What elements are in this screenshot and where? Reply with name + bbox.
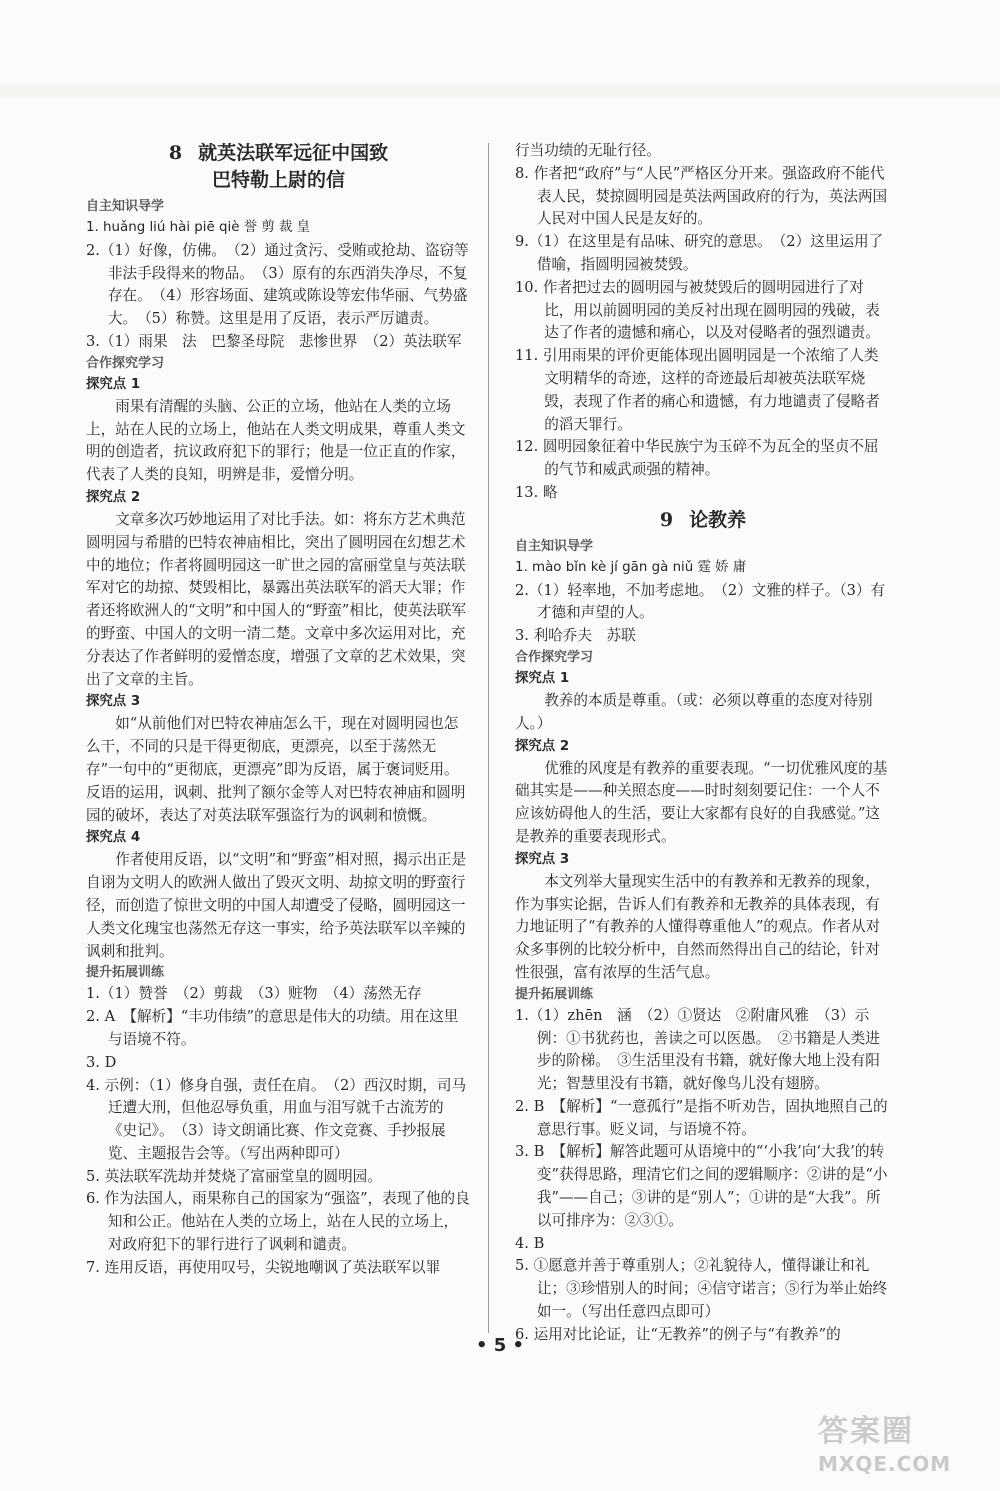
inquiry-point-heading: 探究点 4: [86, 830, 141, 846]
answer-item: 10. 作者把过去的圆明园与被焚毁后的圆明园进行了对比，用以前圆明园的美反衬出现在圆明园的残破，表达了作者的遗憾和痛心，以及对侵略者的强烈谴责。: [515, 278, 880, 342]
inquiry-paragraph: 优雅的风度是有教养的重要表现。“一切优雅风度的基础其实是——种关照态度——时时刻刻要记住：一个人不应该妨碍他人的生活，要让大家都有良好的自我感觉。”这是教养的重要表现形式。: [515, 759, 888, 845]
lesson-9-number: 9: [659, 508, 674, 531]
lesson-8-title-line1: 就英法联军远征中国致: [198, 142, 389, 164]
section-heading: 自主知识导学: [86, 199, 165, 214]
inquiry-point-heading: 探究点 2: [515, 738, 570, 754]
inquiry-paragraph: 如“从前他们对巴特农神庙怎么干，现在对圆明园也怎么干，不同的只是干得更彻底，更漂亮，以至于荡然无存”一句中的“更彻底，更漂亮”即为反语，属于褒词贬用。反语的运用，讽刺、批判了额尔金等人对巴特农神庙和圆明园的破坏，表达了对英法联军强盗行为的讽刺和愤慨。: [86, 715, 466, 824]
section-heading: 提升拓展训练: [515, 986, 594, 1002]
answer-item: 8. 作者把“政府”与“人民”严格区分开来。强盗政府不能代表人民，焚掠圆明园是英法两国政府的行为，英法两国人民对中国人民是友好的。: [515, 164, 888, 228]
watermark-url: MXQE.COM: [818, 1452, 952, 1476]
answer-item: 1. mào bǐn kè jí gān gà niǔ 霆 娇 庸: [515, 559, 747, 575]
section-heading: 合作探究学习: [515, 649, 594, 665]
answer-item: 9.（1）在这里是有品味、研究的意思。 （2）这里运用了借喻，指圆明园被焚毁。: [515, 233, 884, 273]
answer-item: 1.（1）赞誉 （2）剪裁 （3）赃物 （4）荡然无存: [86, 985, 422, 1003]
inquiry-paragraph: 文章多次巧妙地运用了对比手法。如：将东方艺术典范圆明园与希腊的巴特农神庙相比，突出了圆明园在幻想艺术中的地位；作者将圆明园这一旷世之园的富丽堂皇与英法联军对它的劫掠、焚毁相比，暴露出英法联军的滔天大罪；作者还将欧洲人的“文明”和中国人的“野蛮”相比，使英法联军的野蛮、中国人的文明一清二楚。文章中多次运用对比，充分表达了作者鲜明的爱憎态度，增强了文章的艺术效果，突出了文章的主旨。: [86, 510, 467, 688]
answer-item: 4. B: [515, 1234, 545, 1252]
section-heading: 合作探究学习: [86, 355, 165, 371]
answer-item: 6. 作为法国人，雨果称自己的国家为“强盗”，表现了他的良知和公正。他站在人类的立场上，站在人民的立场上，对政府犯下的罪行进行了讽刺和谴责。: [86, 1190, 470, 1254]
inquiry-paragraph: 作者使用反语，以“文明”和“野蛮”相对照，揭示出正是自诩为文明人的欧洲人做出了毁灭文明、劫掠文明的野蛮行径，而创造了惊世文明的中国人却遭受了侵略，圆明园这一人类文化瑰宝也荡然无存这一事实，给予英法联军以辛辣的讽刺和批判。: [86, 851, 467, 960]
right-column: [515, 140, 891, 1347]
inquiry-point-heading: 探究点 1: [515, 670, 570, 686]
inquiry-point-heading: 探究点 2: [86, 489, 141, 505]
scan-band: [0, 82, 1000, 100]
inquiry-point-heading: 探究点 3: [86, 694, 141, 710]
answer-item: 3.（1）雨果 法 巴黎圣母院 悲惨世界 （2）英法联军: [86, 332, 462, 350]
inquiry-point-heading: 探究点 3: [515, 851, 570, 867]
answer-item: 4. 示例：（1）修身自强，责任在肩。 （2）西汉时期，司马迁遭大刑，但他忍辱负重，用血与泪写就千古流芳的《史记》。 （3）诗文朗诵比赛、作文竞赛、手抄报展览、主题报告会等。（写出两种即可）: [86, 1076, 467, 1162]
lesson-8-number: 8: [168, 142, 183, 164]
lesson-8-title: [86, 140, 471, 194]
section-heading: 提升拓展训练: [86, 965, 165, 981]
watermark-logo: [818, 1406, 951, 1476]
section-heading: 自主知识导学: [515, 538, 594, 554]
answer-item: 5. ①愿意并善于尊重别人；②礼貌待人，懂得谦让和礼让；③珍惜别人的时间；④信守诺言；⑤行为举止始终如一。（写出任意四点即可）: [515, 1257, 888, 1321]
answer-item: 3. 利哈乔夫 苏联: [515, 627, 636, 645]
answer-item: 13. 略: [515, 483, 558, 501]
answer-item: 3. D: [86, 1053, 117, 1071]
answer-item: 12. 圆明园象征着中华民族宁为玉碎不为瓦全的坚贞不屈的气节和威武顽强的精神。: [515, 438, 879, 479]
lesson-8-title-line2: 巴特勒上尉的信: [211, 169, 345, 191]
answer-item: 7. 连用反语，再使用叹号，尖锐地嘲讽了英法联军以罪: [86, 1258, 441, 1276]
answer-item: 3. B 【解析】解答此题可从语境中的“‘小我’向‘大我’的转变”获得思路，理清它们之间的逻辑顺序：②讲的是“小我”——自己；③讲的是“别人”；①讲的是“大我”。所以可排序为：②③①。: [515, 1143, 888, 1229]
inquiry-paragraph: 本文列举大量现实生活中的有教养和无教养的现象，作为事实论据，告诉人们有教养和无教养的具体表现，有力地证明了“有教养的人懂得尊重他人”的观点。作者从对众多事例的比较分析中，自然而然得出自己的结论，针对性很强，富有浓厚的生活气息。: [515, 872, 881, 981]
answer-item: 2. A 【解析】“丰功伟绩”的意思是伟大的功绩。用在这里与语境不符。: [86, 1008, 459, 1048]
answer-continuation: 行当功绩的无耻行径。: [515, 142, 661, 159]
answer-item: 6. 运用对比论证，让“无教养”的例子与“有教养”的: [515, 1325, 841, 1343]
answer-item: 2. B 【解析】“一意孤行”是指不听劝告，固执地照自己的意思行事。贬义词，与语境不符。: [515, 1097, 888, 1138]
inquiry-point-heading: 探究点 1: [86, 376, 141, 392]
answer-item: 1. huǎng liú hài piē qiè 誉 剪 裁 皇: [86, 220, 311, 235]
inquiry-paragraph: 教养的本质是尊重。（或：必须以尊重的态度对待别人。）: [515, 691, 873, 732]
column-divider: [488, 143, 489, 1333]
left-column: [86, 140, 471, 1280]
watermark-text: 答案圈: [818, 1414, 914, 1449]
answer-item: 2.（1）轻率地，不加考虑地。 （2）文雅的样子。（3）有才德和声望的人。: [515, 581, 886, 622]
lesson-9-title-text: 论教养: [689, 508, 747, 531]
answer-item: 1.（1）zhēn 涵 （2）①贤达 ②附庸风雅 （3）示例：①书犹药也，善读之可以医愚。 ②书籍是人类进步的阶梯。 ③生活里没有书籍，就好像大地上没有阳光；智慧里没有书籍，就好像鸟儿没有翅膀。: [515, 1006, 880, 1093]
answer-item: 5. 英法联军洗劫并焚烧了富丽堂皇的圆明园。: [86, 1167, 382, 1185]
answer-item: 2.（1）好像，仿佛。 （2）通过贪污、受贿或抢劫、盗窃等非法手段得来的物品。 （3）原有的东西消失净尽，不复存在。 （4）形容场面、建筑或陈设等宏伟华丽、气势盛大。 （5）称赞。这里是用了反语，表示严厉谴责。: [86, 241, 469, 328]
inquiry-paragraph: 雨果有清醒的头脑、公正的立场，他站在人类的立场上，站在人民的立场上，他站在人类文明成果，尊重人类文明的创造者，抗议政府犯下的罪行；他是一位正直的作家，代表了人类的良知，明辨是非，爱憎分明。: [86, 397, 466, 484]
answer-item: 11. 引用雨果的评价更能体现出圆明园是一个浓缩了人类文明精华的奇迹，这样的奇迹最后却被英法联军烧毁，表现了作者的痛心和遗憾，有力地谴责了侵略者的滔天罪行。: [515, 347, 880, 433]
page-number: • 5 •: [475, 1335, 525, 1356]
lesson-9-title: [515, 507, 891, 534]
